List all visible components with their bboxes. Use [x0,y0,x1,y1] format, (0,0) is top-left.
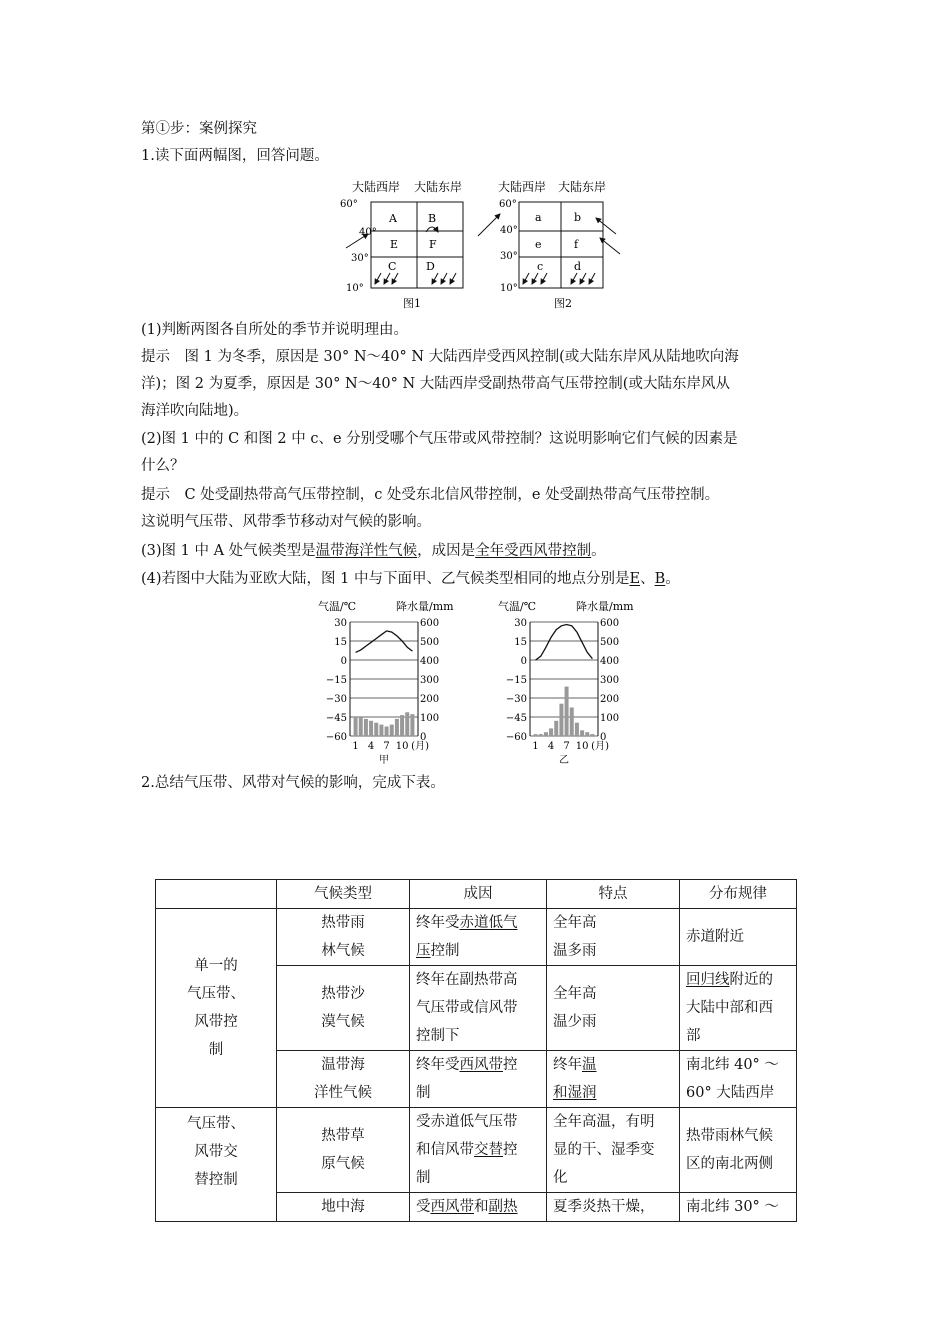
group1-line2: 气压带、 [187,986,245,1002]
chart-tick-left: −60 [505,732,527,743]
chart-tick-right: 0 [600,732,607,743]
r3-distribution: 南北纬 40° ～ 60° 大陆西岸 [680,1051,797,1108]
fig1-lat-60: 60° [340,199,358,210]
fig1-lat-10: 10° [346,283,364,294]
fig2-lat-10: 10° [500,283,518,294]
chart-tick-right: 100 [420,713,440,724]
chart-precip-bar [559,704,563,736]
fig2-lat-40: 40° [500,225,518,236]
chart-precip-bar [369,721,373,736]
header-feature: 特点 [547,880,680,909]
chart-tick-x: 4 [547,741,555,752]
q1-sub2-question-line2: 什么？ [141,458,185,474]
fig2-header-east: 大陆东岸 [558,180,607,194]
group-single-belt [156,909,277,1108]
climate-charts [310,596,650,771]
chart-precip-bar [379,725,383,736]
chart-title: 乙 [559,755,569,766]
q1-sub2-answer-line1: 提示 C 处受副热带高气压带控制，c 处受东北信风带控制，e 处受副热带高气压带控制。 [141,487,720,503]
r5-type: 地中海 [277,1193,410,1222]
chart-tick-right: 300 [600,675,620,686]
header-blank [156,880,277,909]
r1-distribution: 赤道附近 [680,909,797,966]
chart-precip-bar [534,734,538,736]
chart-precip-bar [539,734,543,736]
chart-temp-line [536,625,593,661]
q1-sub3-prefix: (3)图 1 中 A 处气候类型是 [141,543,316,559]
q1-sub4-sep: 、 [640,571,655,587]
chart-tick-left: 0 [340,656,347,667]
fig1-header-west: 大陆西岸 [352,180,401,194]
chart-tick-right: 400 [600,656,620,667]
header-distribution: 分布规律 [680,880,797,909]
chart-tick-x: 4 [367,741,375,752]
group2-line1: 气压带、 [187,1116,245,1132]
chart-precip-bar [570,708,574,737]
chart-tick-left: 30 [334,618,347,629]
chart-tick-x: 7 [563,741,570,752]
q1-sub3 [141,540,606,562]
chart-tick-x: 1 [532,741,539,752]
fig1-cell-A: A [389,212,397,225]
chart-tick-x: 10 [575,741,589,752]
chart-tick-left: 15 [334,637,347,648]
q1-sub4-end: 。 [665,571,680,587]
q1-sub1-answer-line1: 提示 图 1 为冬季，原因是 30° N～40° N 大陆西岸受西风控制(或大陆东岸风从陆地吹向海 [141,349,739,365]
fig2-lat-60: 60° [499,199,517,210]
chart-tick-left: −30 [325,694,347,705]
r2-distribution: 回归线附近的 大陆中部和西 部 [680,966,797,1051]
r1-cause: 终年受赤道低气 压控制 [410,909,547,966]
q1-sub1-answer-line3: 海洋吹向陆地)。 [141,403,249,419]
figure-2 [478,179,620,310]
chart-tick-left: −45 [325,713,347,724]
chart-tick-left: 30 [514,618,527,629]
chart-ylabel-left: 气温/℃ [498,600,537,613]
chart-tick-left: −60 [325,732,347,743]
chart-tick-left: 15 [514,637,527,648]
chart-tick-right: 500 [600,637,620,648]
r3-feature: 终年温 和湿润 [547,1051,680,1108]
fig2-cell-d: d [574,260,582,273]
r3-cause: 终年受西风带控 制 [410,1051,547,1108]
q1-sub3-answer-climate: 温带海洋性气候 [315,543,418,559]
header-climate-type: 气候类型 [277,880,410,909]
chart-tick-left: −15 [325,675,347,686]
chart-precip-bar [580,730,584,736]
chart-precip-bar [590,734,594,736]
group2-line2: 风带交 [194,1144,238,1160]
q1-sub4-answer-jia: E [629,571,641,587]
q1-sub3-end: 。 [591,543,606,559]
chart-precip-bar [400,715,404,736]
r4-type: 热带草 原气候 [277,1108,410,1193]
chart-tick-right: 0 [420,732,427,743]
chart-tick-x: 1 [352,741,359,752]
chart-precip-bar [405,712,409,736]
r5-feature: 夏季炎热干燥， [547,1193,680,1222]
r4-cause: 受赤道低气压带 和信风带交替控 制 [410,1108,547,1193]
fig1-lat-40: 40° [359,227,377,238]
q1-sub4-prefix: (4)若图中大陆为亚欧大陆，图 1 中与下面甲、乙气候类型相同的地点分别是 [141,571,630,587]
r3-type: 温带海 洋性气候 [277,1051,410,1108]
chart-tick-left: −45 [505,713,527,724]
fig2-cell-b: b [574,211,582,224]
climate-summary-table [155,879,797,1222]
figure-1 [340,179,463,310]
table-header-row [156,880,797,909]
group-alternating-belt [156,1108,277,1222]
chart-tick-x: 10 [395,741,409,752]
step-title: 第①步：案例探究 [141,121,257,137]
r4-feature: 全年高温，有明 显的干、湿季变 化 [547,1108,680,1193]
r2-cause: 终年在副热带高 气压带或信风带 控制下 [410,966,547,1051]
fig2-cell-f: f [574,238,579,251]
table-row [156,1108,797,1193]
r5-cause: 受西风带和副热 [410,1193,547,1222]
fig1-cell-B: B [428,212,437,225]
fig2-cell-e: e [535,238,542,251]
r1-type: 热带雨 林气候 [277,909,410,966]
chart-tick-right: 100 [600,713,620,724]
chart-precip-bar [354,717,358,736]
q1-sub3-answer-cause: 全年受西风带控制 [475,543,592,559]
chart-precip-bar [544,732,548,736]
fig2-header-west: 大陆西岸 [498,180,547,194]
group1-line3: 风带控 [194,1014,238,1030]
chart-precip-bar [549,728,553,736]
chart-precip-bar [554,721,558,736]
q1-sub3-mid: ，成因是 [417,543,476,559]
chart-ylabel-right: 降水量/mm [576,600,634,613]
fig1-cell-D: D [426,260,435,273]
chart-temp-line [356,631,413,653]
chart-precip-bar [359,717,363,736]
question-1-intro: 1.读下面两幅图，回答问题。 [141,148,329,164]
question-2-intro: 2.总结气压带、风带对气候的影响，完成下表。 [141,775,445,791]
group1-line4: 制 [208,1042,224,1058]
chart-tick-left: −30 [505,694,527,705]
q1-sub1-question: (1)判断两图各自所处的季节并说明理由。 [141,322,409,338]
chart-tick-right: 600 [420,618,440,629]
fig2-lat-30: 30° [500,251,518,262]
r2-type: 热带沙 漠气候 [277,966,410,1051]
chart-tick-right: 200 [600,694,620,705]
fig1-cell-E: E [390,238,399,251]
chart-precip-bar [364,719,368,736]
chart-precip-bar [575,723,579,736]
fig2-cell-a: a [535,211,542,224]
fig1-lat-30: 30° [351,253,369,264]
chart-tick-x: (月) [411,741,429,752]
r4-distribution: 热带雨林气候 区的南北两侧 [680,1108,797,1193]
chart-title: 甲 [379,755,389,766]
group1-line1: 单一的 [194,958,238,974]
wind-belt-figures [340,178,630,318]
fig1-header-east: 大陆东岸 [414,180,463,194]
chart-precip-bar [410,714,414,736]
chart-tick-x: 7 [383,741,390,752]
chart-precip-bar [374,723,378,736]
q1-sub4 [141,568,680,590]
table-row [156,909,797,966]
chart-tick-right: 600 [600,618,620,629]
chart-tick-left: −15 [505,675,527,686]
fig1-cell-F: F [429,238,437,251]
fig1-caption: 图1 [403,297,421,310]
fig2-cell-c: c [537,260,544,273]
chart-ylabel-left: 气温/℃ [318,600,357,613]
fig2-caption: 图2 [554,297,572,310]
chart-ylabel-right: 降水量/mm [396,600,454,613]
q1-sub2-answer-line2: 这说明气压带、风带季节移动对气候的影响。 [141,514,431,530]
group2-line3: 替控制 [194,1172,238,1188]
chart-precip-bar [585,732,589,736]
r2-feature: 全年高 温少雨 [547,966,680,1051]
chart-precip-bar [395,719,399,736]
chart-precip-bar [565,687,569,736]
chart-tick-left: 0 [520,656,527,667]
q1-sub2-question-line1: (2)图 1 中的 C 和图 2 中 c、e 分别受哪个气压带或风带控制？这说明影响它们气候的因素是 [141,431,738,447]
header-cause: 成因 [410,880,547,909]
chart-tick-right: 300 [420,675,440,686]
fig1-cell-C: C [388,260,397,273]
q1-sub4-answer-yi: B [654,571,666,587]
chart-precip-bar [390,725,394,736]
chart-tick-x: (月) [591,741,609,752]
chart-tick-right: 200 [420,694,440,705]
chart-precip-bar [385,727,389,737]
chart-tick-right: 500 [420,637,440,648]
q1-sub1-answer-line2: 洋)；图 2 为夏季，原因是 30° N～40° N 大陆西岸受副热带高气压带控制(或大陆东岸风从 [141,376,730,392]
r1-feature: 全年高 温多雨 [547,909,680,966]
chart-tick-right: 400 [420,656,440,667]
r5-distribution: 南北纬 30° ～ [680,1193,797,1222]
